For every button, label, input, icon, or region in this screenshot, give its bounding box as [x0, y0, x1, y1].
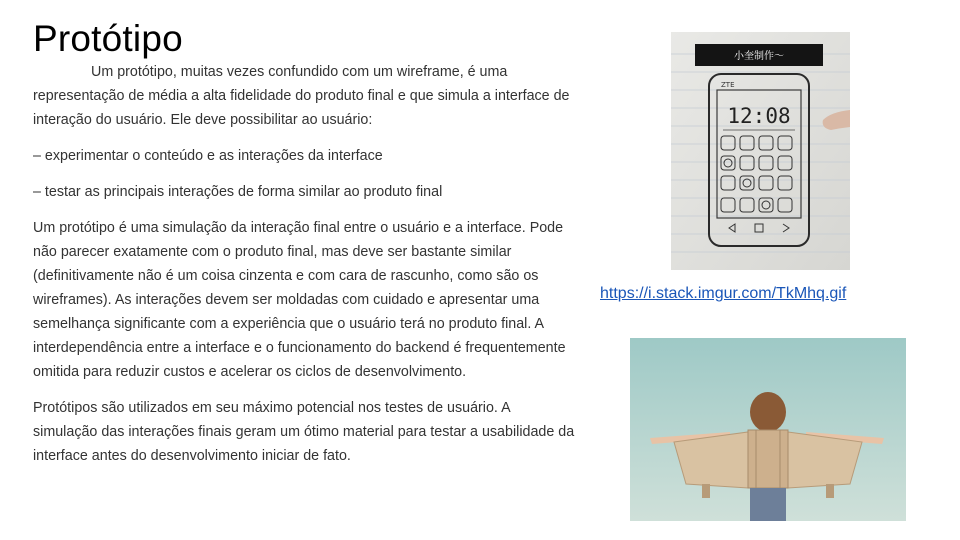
- sketch-brand-text: ZTE: [721, 81, 735, 89]
- intro-paragraph: Um protótipo, muitas vezes confundido com um wireframe, é uma representação de média a alta fidelidade do produto final e que simula a interface de interação do usuário. Ele deve possibilitar ao usuário:: [33, 64, 570, 128]
- sketch-clock-text: 12:08: [727, 104, 791, 128]
- phone-sketch-image: [671, 32, 850, 270]
- image-source-link[interactable]: https://i.stack.imgur.com/TkMhq.gif: [600, 285, 847, 302]
- simulation-paragraph: Um protótipo é uma simulação da interação final entre o usuário e a interface. Pode não parecer exatamente com o produto final, mas deve ser bastante similar (definitivamente não é um coisa cinzenta e com cara de rascunho, como são os wireframes). As interações devem ser moldadas com cuidado e apresentar uma semelhança significante com a experiência que o usuário terá no produto final. A interdependência entre a interface e o funcionamento do backend é frequentemente omitida para reduzir custos e acelerar os ciclos de desenvolvimento.: [33, 220, 566, 380]
- usage-paragraph: Protótipos são utilizados em seu máximo potencial nos testes de usuário. A simulação das interações finais geram um ótimo material para testar a usabilidade da interface antes do desenvolvimento iniciar de fato.: [33, 400, 575, 464]
- child-wings-photo: [630, 338, 906, 521]
- sketch-banner-text: 小奎制作～: [734, 51, 784, 62]
- body-text: [33, 60, 578, 468]
- bullet-item: – testar as principais interações de forma similar ao produto final: [33, 184, 443, 200]
- bullet-item: – experimentar o conteúdo e as interações da interface: [33, 148, 383, 164]
- slide-title: Protótipo: [33, 18, 183, 59]
